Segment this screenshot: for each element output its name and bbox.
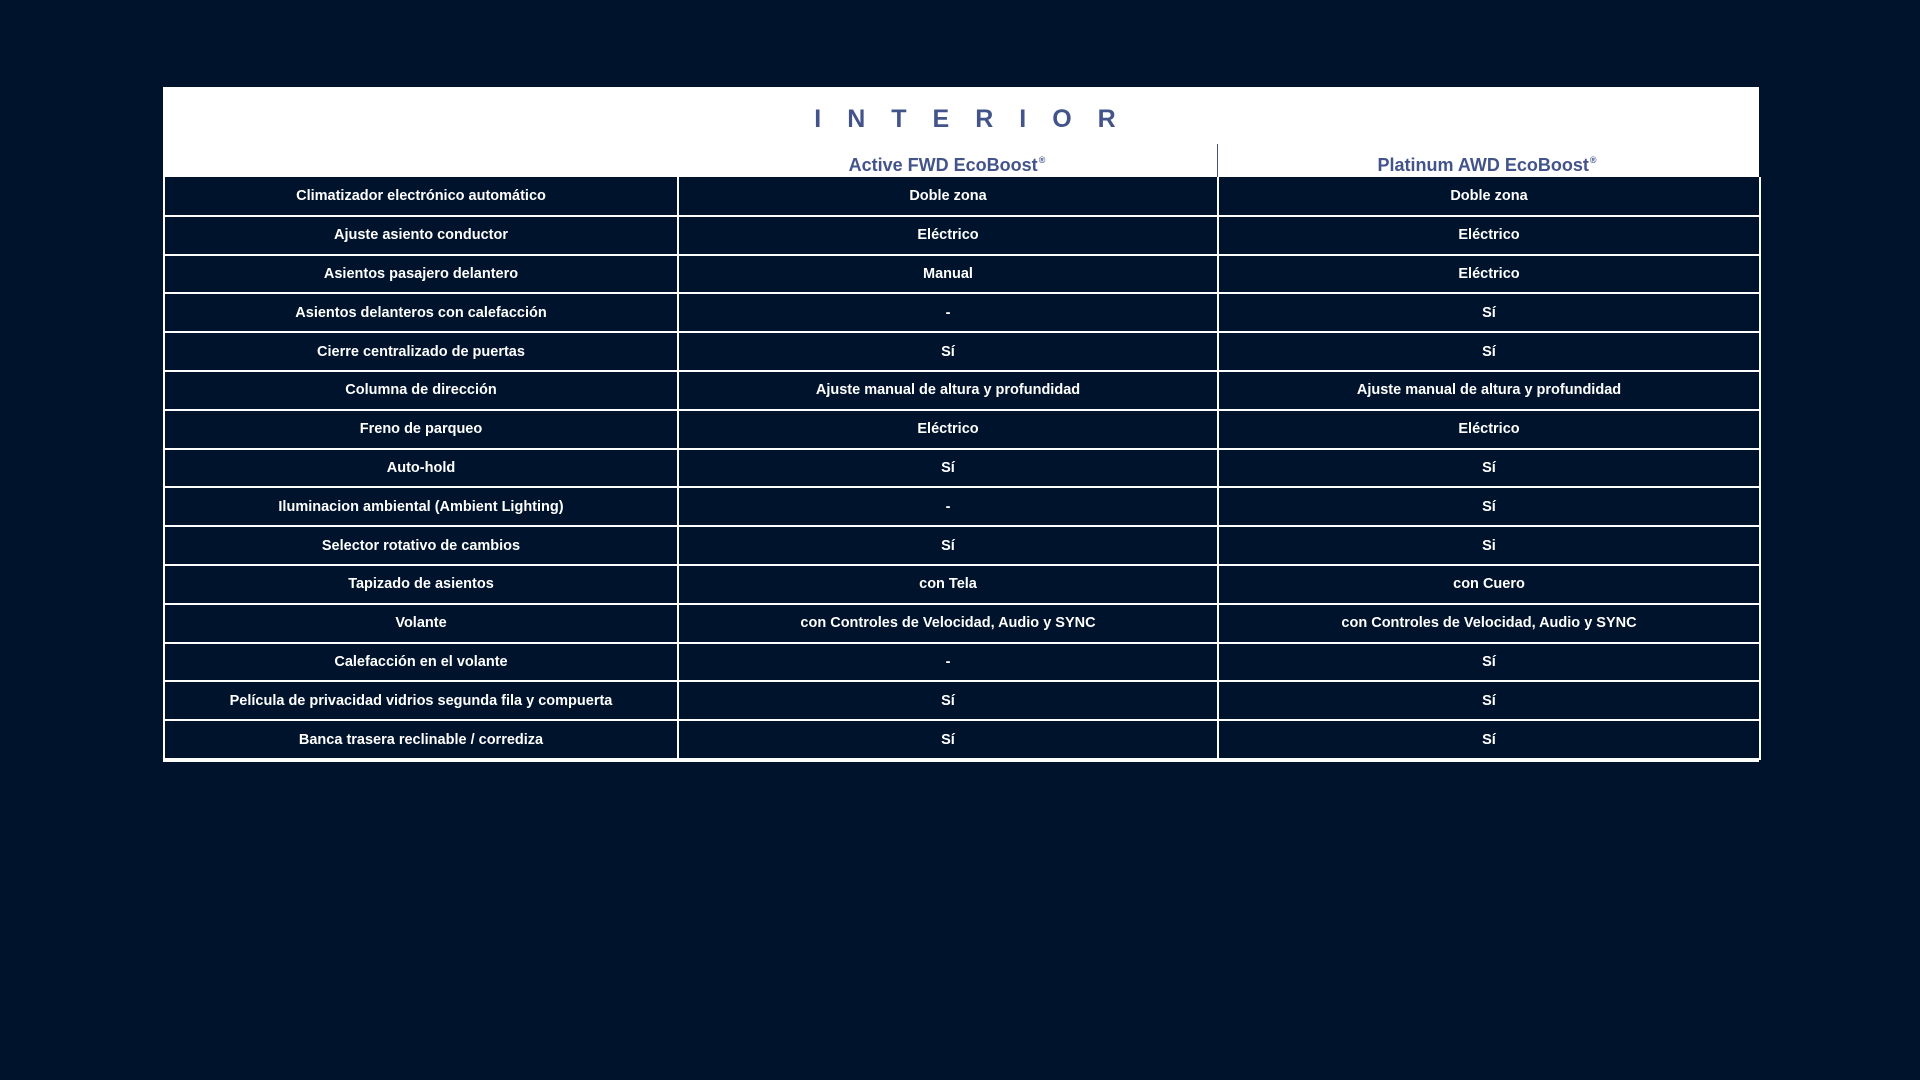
active-value-cell: Sí [678, 449, 1218, 488]
platinum-value-cell: Sí [1218, 487, 1760, 526]
feature-cell: Asientos pasajero delantero [164, 255, 678, 294]
platinum-value-cell: Doble zona [1218, 177, 1760, 216]
platinum-value-cell: con Controles de Velocidad, Audio y SYNC [1218, 604, 1760, 643]
table-row [164, 720, 1760, 759]
column-header-platinum [1217, 147, 1757, 177]
spec-panel [163, 87, 1759, 762]
table-row [164, 604, 1760, 643]
active-value-cell: Doble zona [678, 177, 1218, 216]
active-value-cell: Ajuste manual de altura y profundidad [678, 371, 1218, 410]
table-row [164, 177, 1760, 216]
platinum-value-cell: con Cuero [1218, 565, 1760, 604]
platinum-value-cell: Sí [1218, 332, 1760, 371]
active-value-cell: Sí [678, 526, 1218, 565]
feature-cell: Columna de dirección [164, 371, 678, 410]
feature-cell: Banca trasera reclinable / corrediza [164, 720, 678, 759]
feature-cell: Película de privacidad vidrios segunda fila y compuerta [164, 681, 678, 720]
active-value-cell: con Controles de Velocidad, Audio y SYNC [678, 604, 1218, 643]
active-value-cell: - [678, 487, 1218, 526]
registered-mark: ® [1038, 155, 1046, 165]
active-value-cell: Manual [678, 255, 1218, 294]
feature-cell: Iluminacion ambiental (Ambient Lighting) [164, 487, 678, 526]
table-row [164, 371, 1760, 410]
platinum-value-cell: Eléctrico [1218, 216, 1760, 255]
table-row [164, 526, 1760, 565]
feature-cell: Tapizado de asientos [164, 565, 678, 604]
spec-table-body [164, 177, 1760, 759]
active-value-cell: Sí [678, 332, 1218, 371]
table-row [164, 410, 1760, 449]
platinum-value-cell: Sí [1218, 643, 1760, 682]
table-row [164, 643, 1760, 682]
platinum-value-cell: Sí [1218, 681, 1760, 720]
feature-cell: Auto-hold [164, 449, 678, 488]
platinum-value-cell: Eléctrico [1218, 255, 1760, 294]
active-value-cell: Sí [678, 681, 1218, 720]
active-value-cell: - [678, 643, 1218, 682]
active-value-cell: con Tela [678, 565, 1218, 604]
column-header-active-label: Active FWD EcoBoost [848, 155, 1038, 175]
platinum-value-cell: Sí [1218, 449, 1760, 488]
table-row [164, 216, 1760, 255]
table-row [164, 681, 1760, 720]
table-row [164, 255, 1760, 294]
active-value-cell: Sí [678, 720, 1218, 759]
registered-mark: ® [1589, 155, 1597, 165]
column-header-platinum-label: Platinum AWD EcoBoost [1377, 155, 1589, 175]
feature-cell: Freno de parqueo [164, 410, 678, 449]
active-value-cell: Eléctrico [678, 216, 1218, 255]
feature-cell: Selector rotativo de cambios [164, 526, 678, 565]
feature-cell: Calefacción en el volante [164, 643, 678, 682]
table-row [164, 293, 1760, 332]
platinum-value-cell: Sí [1218, 293, 1760, 332]
table-row [164, 449, 1760, 488]
platinum-value-cell: Si [1218, 526, 1760, 565]
feature-cell: Asientos delanteros con calefacción [164, 293, 678, 332]
table-row [164, 332, 1760, 371]
feature-cell: Cierre centralizado de puertas [164, 332, 678, 371]
column-header-active [677, 147, 1217, 177]
feature-cell: Volante [164, 604, 678, 643]
platinum-value-cell: Eléctrico [1218, 410, 1760, 449]
active-value-cell: Eléctrico [678, 410, 1218, 449]
table-row [164, 565, 1760, 604]
platinum-value-cell: Ajuste manual de altura y profundidad [1218, 371, 1760, 410]
feature-cell: Ajuste asiento conductor [164, 216, 678, 255]
table-row [164, 487, 1760, 526]
platinum-value-cell: Sí [1218, 720, 1760, 759]
section-title: INTERIOR [814, 105, 1142, 133]
spec-table [163, 177, 1761, 760]
feature-cell: Climatizador electrónico automático [164, 177, 678, 216]
active-value-cell: - [678, 293, 1218, 332]
